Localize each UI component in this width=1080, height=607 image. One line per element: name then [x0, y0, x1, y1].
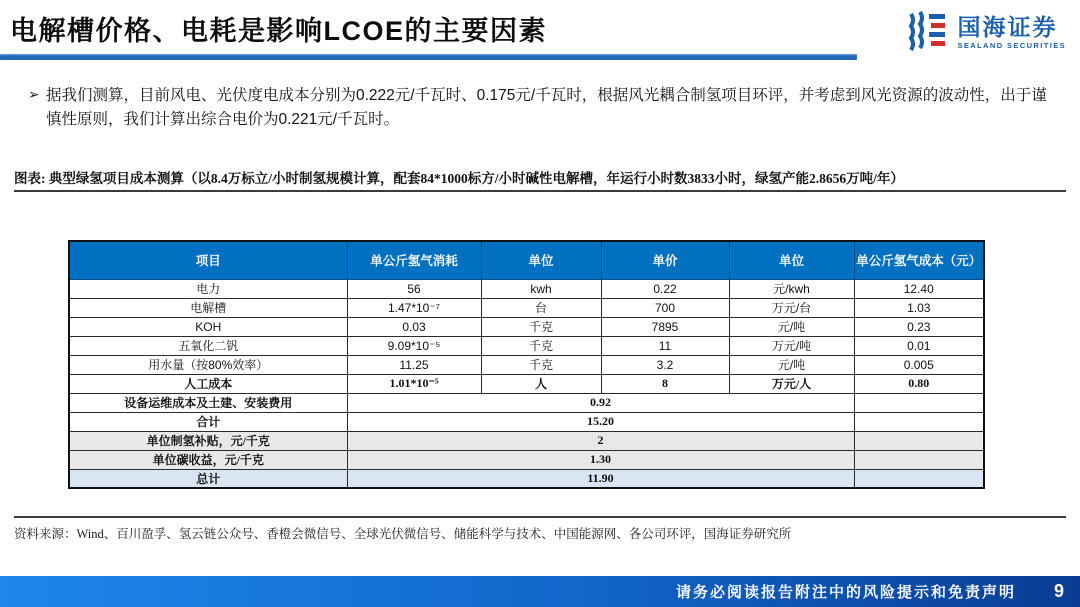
summary-empty-cell	[854, 450, 984, 469]
cell-unit1: 千克	[481, 336, 601, 355]
summary-row	[69, 412, 984, 431]
summary-row	[69, 469, 984, 488]
cell-unit1: kwh	[481, 279, 601, 298]
cell-consumption: 11.25	[347, 355, 481, 374]
cell-price: 11	[601, 336, 729, 355]
sealand-logo	[907, 8, 1066, 57]
cell-price: 3.2	[601, 355, 729, 374]
summary-row	[69, 450, 984, 469]
summary-empty-cell	[854, 412, 984, 431]
cell-cost: 1.03	[854, 298, 984, 317]
summary-empty-cell	[854, 431, 984, 450]
cell-item: 用水量（按80%效率）	[69, 355, 347, 374]
cell-item: 五氧化二钒	[69, 336, 347, 355]
summary-row	[69, 431, 984, 450]
cell-price: 0.22	[601, 279, 729, 298]
cost-table-row	[69, 374, 984, 393]
cell-cost: 0.01	[854, 336, 984, 355]
summary-value: 1.30	[347, 450, 854, 469]
cell-unit1: 千克	[481, 317, 601, 336]
summary-label: 设备运维成本及土建、安装费用	[69, 393, 347, 412]
cell-unit2: 万元/人	[729, 374, 854, 393]
cell-consumption: 9.09*10⁻⁵	[347, 336, 481, 355]
title-underline	[0, 54, 857, 60]
summary-value: 0.92	[347, 393, 854, 412]
cell-price: 8	[601, 374, 729, 393]
bullet-arrow-icon: ➢	[28, 86, 40, 102]
summary-empty-cell	[854, 393, 984, 412]
cell-cost: 0.005	[854, 355, 984, 374]
cell-unit2: 元/kwh	[729, 279, 854, 298]
cost-table-container	[68, 240, 983, 489]
summary-label: 单位碳收益，元/千克	[69, 450, 347, 469]
cell-unit2: 万元/吨	[729, 336, 854, 355]
caption-divider	[14, 190, 1066, 192]
sealand-logo-icon	[907, 8, 949, 57]
cell-item: 电解槽	[69, 298, 347, 317]
logo-name-en: SEALAND SECURITIES	[957, 40, 1066, 50]
source-line: 资料来源：Wind、百川盈孚、氢云链公众号、香橙会微信号、全球光伏微信号、储能科学与技术、中国能源网、各公司环评，国海证券研究所	[14, 527, 792, 541]
cell-item: 人工成本	[69, 374, 347, 393]
summary-value: 2	[347, 431, 854, 450]
summary-value: 15.20	[347, 412, 854, 431]
cell-consumption: 56	[347, 279, 481, 298]
summary-empty-cell	[854, 469, 984, 488]
cost-table-row	[69, 317, 984, 336]
summary-label: 合计	[69, 412, 347, 431]
key-point-bullet	[28, 84, 1058, 132]
cost-table	[68, 240, 985, 489]
footer-disclaimer: 请务必阅读报告附注中的风险提示和免责声明	[675, 584, 1016, 601]
cell-unit1: 人	[481, 374, 601, 393]
cell-unit2: 元/吨	[729, 317, 854, 336]
cell-consumption: 1.47*10⁻⁷	[347, 298, 481, 317]
cost-table-row	[69, 279, 984, 298]
cell-unit2: 万元/台	[729, 298, 854, 317]
cost-table-row	[69, 336, 984, 355]
column-header: 单位	[481, 241, 601, 279]
page-title: 电解槽价格、电耗是影响LCOE的主要因素	[10, 16, 548, 46]
cell-consumption: 1.01*10⁻⁵	[347, 374, 481, 393]
column-header: 单公斤氢气成本（元）	[854, 241, 984, 279]
cell-cost: 0.80	[854, 374, 984, 393]
cost-table-row	[69, 355, 984, 374]
cell-item: 电力	[69, 279, 347, 298]
summary-value: 11.90	[347, 469, 854, 488]
summary-label: 总计	[69, 469, 347, 488]
footer-bar	[0, 576, 1080, 607]
cell-unit2: 元/吨	[729, 355, 854, 374]
cell-unit1: 台	[481, 298, 601, 317]
cost-table-head-row	[69, 241, 984, 279]
summary-row	[69, 393, 984, 412]
column-header: 单位	[729, 241, 854, 279]
bullet-text: 据我们测算，目前风电、光伏度电成本分别为0.222元/千瓦时、0.175元/千瓦时，根据风光耦合制氢项目环评，并考虑到风光资源的波动性，出于谨慎性原则，我们计算出综合电价为0.221元/千瓦时。	[46, 87, 1047, 129]
summary-label: 单位制氢补贴，元/千克	[69, 431, 347, 450]
column-header: 项目	[69, 241, 347, 279]
logo-name-cn: 国海证券	[957, 13, 1058, 40]
cell-price: 7895	[601, 317, 729, 336]
cell-item: KOH	[69, 317, 347, 336]
source-divider	[14, 516, 1066, 518]
figure-caption: 图表: 典型绿氢项目成本测算（以8.4万标立/小时制氢规模计算，配套84*1000标方/小时碱性电解槽，年运行小时数3833小时，绿氢产能2.8656万吨/年）	[14, 171, 904, 186]
column-header: 单价	[601, 241, 729, 279]
cell-price: 700	[601, 298, 729, 317]
cell-consumption: 0.03	[347, 317, 481, 336]
cell-cost: 0.23	[854, 317, 984, 336]
cost-table-row	[69, 298, 984, 317]
cell-unit1: 千克	[481, 355, 601, 374]
page-number: 9	[1053, 581, 1064, 601]
cell-cost: 12.40	[854, 279, 984, 298]
column-header: 单公斤氢气消耗	[347, 241, 481, 279]
